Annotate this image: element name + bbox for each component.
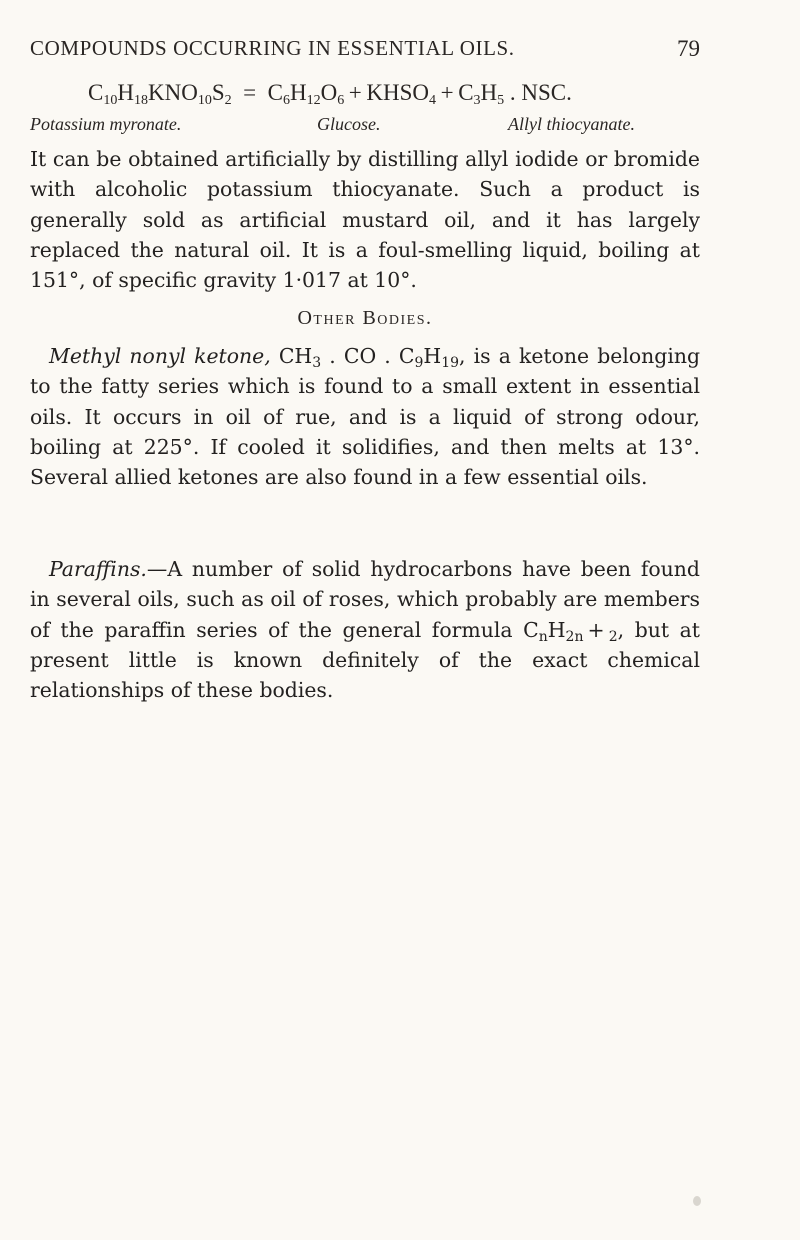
chemical-equation: [88, 80, 708, 106]
paragraph-term: Methyl nonyl ketone,: [49, 344, 271, 368]
label-allyl-thiocyanate: Allyl thiocyanate.: [508, 114, 635, 134]
page-number: 79: [677, 36, 700, 61]
paragraph-methyl-nonyl-ketone: [30, 341, 700, 492]
label-potassium-myronate: Potassium myronate.: [30, 114, 182, 134]
plus-sign: +: [344, 80, 367, 105]
running-title: COMPOUNDS OCCURRING IN ESSENTIAL OILS.: [30, 36, 515, 60]
equation-product-thiocyanate: $C_3H_5$ . NSC.: [458, 80, 572, 108]
equals-sign: =: [237, 80, 262, 105]
page-header: [30, 36, 700, 68]
equation-product-glucose: $C_6H_{12}O_6$: [267, 80, 345, 108]
equation-labels: [30, 114, 700, 140]
paragraph-paraffins: [30, 554, 700, 705]
paragraph-text: is a ketone belonging to the fatty series which is found to a small extent in essential oils. It occurs in oil of rue, and is a liquid of strong odour, boiling at 225°. If cooled it solidifies, and then melts at 13°. Several allied ketones are also found in a few essential oils.: [30, 344, 701, 490]
paragraph-allyl-thiocyanate: [30, 144, 700, 295]
paragraph-body: [30, 554, 700, 705]
label-glucose: Glucose.: [317, 114, 381, 134]
ink-smudge: [693, 1196, 701, 1206]
plus-sign: +: [436, 80, 459, 105]
equation-reactant: $C_{10}H_{18}KNO_{10}S_2$: [88, 80, 232, 108]
paraffin-formula: $C_nH_{2n} + _2$,: [523, 617, 625, 645]
equation-product-bisulphate: $KHSO_4$: [366, 80, 436, 108]
paragraph-term: Paraffins.: [49, 557, 147, 581]
section-heading: Other Bodies.: [297, 307, 433, 329]
paragraph-body: [30, 341, 700, 492]
paragraph-text: but at present little is known definitely of the exact chemical relationships of these bodies.: [30, 617, 700, 703]
ketone-formula: $CH_3$ . CO . $C_9H_{19}$,: [278, 344, 466, 371]
paragraph-text: It can be obtained artificially by distilling allyl iodide or bromide with alcoholic potassium thiocyanate. Such a product is generally sold as artificial mustard oil, and it has largely replaced the natural oil. It is a foul-smelling liquid, boiling at 151°, of specific gravity 1·017 at 10°.: [30, 147, 700, 293]
paragraph-text: —A number of solid hydrocarbons have been found in several oils, such as oil of roses, which probably are members of the paraffin series of the general formula: [30, 557, 700, 642]
